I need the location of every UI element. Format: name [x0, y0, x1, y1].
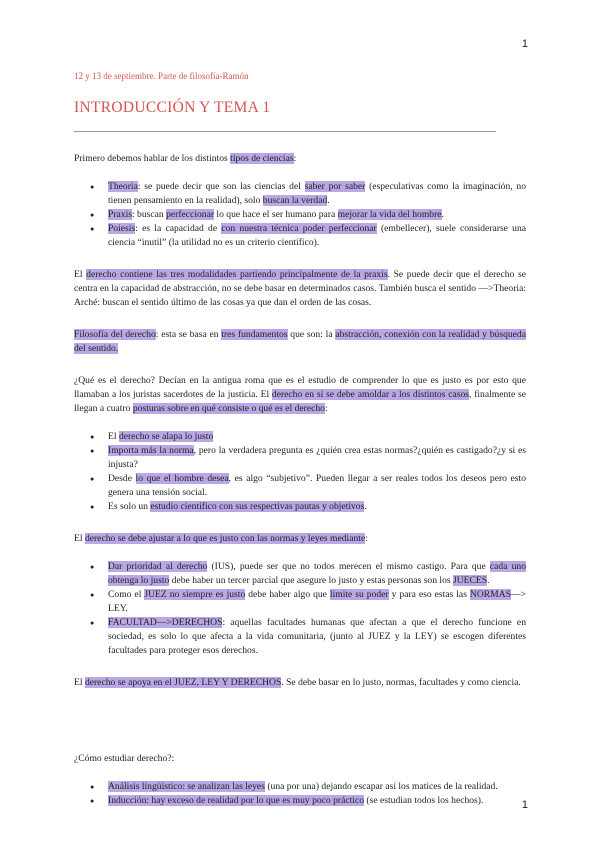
highlighted-text: posturas sobre en qué consiste o qué es el derecho	[132, 403, 325, 414]
text-run: : esta se basa en	[155, 329, 222, 340]
text-run: Es solo un	[108, 501, 151, 512]
text-run: y para eso estas las	[388, 589, 470, 600]
highlighted-text: NORMAS	[469, 589, 511, 600]
highlighted-text: saber por saber	[304, 181, 366, 192]
text-run: .	[327, 195, 330, 206]
text-run: , pero la verdadera pregunta es ¿quién crea estas normas?¿quién es castigado?¿y si es injusta?	[108, 445, 527, 470]
spacer	[74, 356, 526, 374]
highlighted-text: Filosofía del derecho	[74, 329, 156, 340]
text-run: , finalmente se llegan a cuatro	[74, 389, 526, 414]
highlighted-text: Praxis	[108, 209, 132, 220]
bullet-item	[108, 430, 526, 444]
highlighted-text: JUECES	[453, 575, 488, 586]
highlighted-text: cada uno obtenga lo justo	[108, 561, 526, 586]
bullet-item	[108, 500, 526, 514]
highlighted-text: tres fundamentos	[221, 329, 288, 340]
text-run: lo que hace el ser humano para	[214, 209, 338, 220]
spacer	[74, 310, 526, 328]
text-run: :	[293, 153, 297, 164]
spacer	[74, 658, 526, 676]
bullet-item	[108, 588, 526, 616]
text-run: (IUS), puede ser que no todos merecen el mismo castigo. Para que	[207, 561, 490, 572]
highlighted-text: FACULTAD—>DERECHOS	[108, 617, 223, 628]
spacer	[74, 250, 526, 268]
text-run: .	[487, 575, 490, 586]
text-run: .	[364, 501, 367, 512]
text-run: debe haber algo que	[245, 589, 330, 600]
highlighted-text: derecho se alapa lo justo	[118, 431, 214, 442]
page-number-top: 1	[521, 38, 528, 50]
highlighted-text: lo que el hombre desea	[135, 473, 229, 484]
document-title: INTRODUCCIÓN Y TEMA 1	[74, 99, 271, 116]
text-run: : buscan	[131, 209, 167, 220]
bullet-list	[74, 430, 526, 514]
bullet-list	[74, 780, 526, 808]
highlighted-text: Poiesis	[108, 223, 136, 234]
text-run: El	[74, 677, 85, 688]
spacer	[74, 514, 526, 532]
spacer	[74, 416, 526, 430]
text-run: : aquellas facultades humanas que afectan a que el derecho funcione en sociedad, es solo lo que afecta a la vida comunitaria, (junto al JUEZ y la LEY) se escogen diferentes facultades para proteger esos derechos.	[108, 617, 526, 656]
text-run: ¿Cómo estudiar derecho?:	[74, 753, 175, 764]
document-subtitle: 12 y 13 de septiembre. Parte de filosofía-Ramón	[74, 71, 249, 81]
bullet-item	[108, 472, 526, 500]
bullet-list	[74, 180, 526, 250]
text-run: , es algo “subjetivo”. Pueden llegar a ser reales todos los deseos pero esto genera una tensión social.	[108, 473, 526, 498]
text-run: : es la capacidad de	[135, 223, 222, 234]
highlighted-text: derecho contiene las tres modalidades partiendo principalmente de la praxis	[86, 269, 388, 280]
document-body	[74, 152, 526, 808]
bullet-item	[108, 780, 526, 794]
highlighted-text: abstracción, conexión con la realidad y búsqueda del sentido.	[74, 329, 526, 354]
highlighted-text: JUEZ no siempre es justo	[144, 589, 246, 600]
bullet-item	[108, 444, 526, 472]
page-number-bottom: 1	[521, 799, 528, 811]
text-run: que son: la	[287, 329, 336, 340]
text-run: Desde	[108, 473, 136, 484]
text-run: El	[108, 431, 119, 442]
highlighted-text: Importa más la norma	[108, 445, 194, 456]
text-run: . Se puede decir que el derecho se centra en la capacidad de abstracción, no se debe basar en determinados casos. También busca el sentido —>Theoria: Arché: buscan el sentido último de las cosas ya que dan el orden de las cosas.	[74, 269, 526, 308]
highlighted-text: Inducción: hay exceso de realidad por lo que es muy poco práctico	[108, 795, 365, 806]
text-run: . Se debe basar en lo justo, normas, facultades y como ciencia.	[281, 677, 521, 688]
highlighted-text: Análisis lingüístico: se analizan las leyes	[108, 781, 265, 792]
text-run: : se puede decir que son las ciencias del	[137, 181, 305, 192]
text-run: —> LEY.	[108, 589, 526, 614]
text-run: El	[74, 269, 87, 280]
bullet-item	[108, 794, 526, 808]
paragraph	[74, 374, 526, 416]
text-run: (una por una) dejando escapar así los matices de la realidad.	[264, 781, 498, 792]
bullet-item	[108, 222, 526, 250]
highlighted-text: limite su poder	[329, 589, 389, 600]
spacer	[74, 166, 526, 180]
highlighted-text: Dar prioridad al derecho	[108, 561, 208, 572]
spacer	[74, 546, 526, 560]
highlighted-text: derecho se debe ajustar a lo que es justo con las normas y leyes mediante	[84, 533, 366, 544]
spacer	[74, 766, 526, 780]
spacer	[74, 690, 526, 752]
paragraph	[74, 328, 526, 356]
paragraph	[74, 752, 526, 766]
text-run: El	[74, 533, 85, 544]
highlighted-text: derecho se apoya en el JUEZ, LEY Y DERECHOS	[84, 677, 282, 688]
highlighted-text: perfeccionar	[166, 209, 215, 220]
text-run: (embellecer), suele considerarse una ciencia “inutil” (la utilidad no es un criterio científico).	[108, 223, 527, 248]
highlighted-text: estudio científico con sus respectivas pautas y objetivos	[150, 501, 365, 512]
highlighted-text: buscan la verdad	[262, 195, 328, 206]
paragraph	[74, 532, 526, 546]
highlighted-text: tipos de ciencias	[230, 153, 294, 164]
bullet-item	[108, 180, 526, 208]
text-run: :	[324, 403, 328, 414]
text-run: Como el	[108, 589, 145, 600]
bullet-list	[74, 560, 526, 658]
highlighted-text: Theoria	[108, 181, 138, 192]
text-run: Primero debemos hablar de los distintos	[74, 153, 231, 164]
paragraph	[74, 268, 526, 310]
paragraph	[74, 676, 526, 690]
text-run: (especulativas como la imaginación, no tienen pensamiento en la realidad), solo	[108, 181, 526, 206]
paragraph	[74, 152, 526, 166]
text-run: :	[365, 533, 368, 544]
text-run: .	[441, 209, 444, 220]
text-run: (se estudian todos los hechos).	[364, 795, 484, 806]
highlighted-text: con nuestra técnica poder perfeccionar	[221, 223, 377, 234]
title-divider	[74, 131, 496, 132]
bullet-item	[108, 560, 526, 588]
highlighted-text: mejorar la vida del hombre	[337, 209, 442, 220]
text-run: debe haber un tercer parcial que asegure lo justo y estas personas son los	[169, 575, 454, 586]
bullet-item	[108, 616, 526, 658]
bullet-item	[108, 208, 526, 222]
highlighted-text: derecho en sí se debe amoldar a los distintos casos	[271, 389, 470, 400]
text-run: ¿Qué es el derecho? Decían en la antigua roma que es el estudio de comprender lo que es justo es por esto que llamaban a los juristas sacerdotes de la justicia. El	[74, 375, 526, 400]
